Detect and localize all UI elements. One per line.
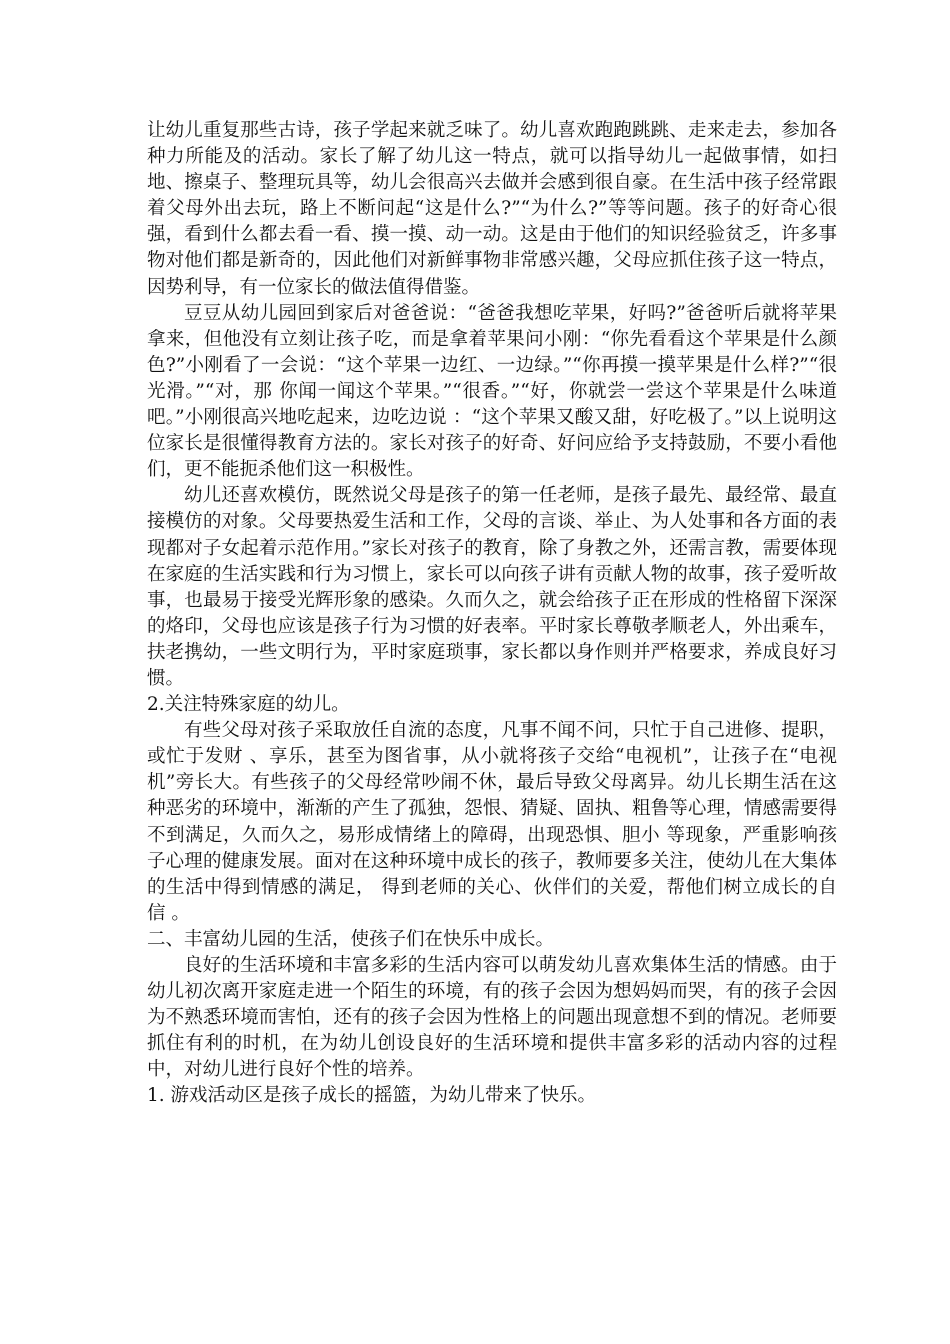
- paragraph-4: 有些父母对孩子采取放任自流的态度，凡事不闻不问，只忙于自己进修、提职，或忙于发财 、享乐，甚至为图省事，从小就将孩子交给“电视机”，让孩子在“电视机”旁长大。有些孩子的父母经常吵闹不休，最后导致父母离异。幼儿长期生活在这种恶劣的环境中，渐渐的产生了孤独，怨恨、猜疑、固执、粗鲁等心理，情感需要得不到满足，久而久之，易形成情绪上的障碍，出现恐惧、胆小 等现象，严重影响孩子心理的健康发展。面对在这种环境中成长的孩子，教师要多关注，使幼儿在大集体的生活中得到情感的满足， 得到老师的关心、伙伴们的关爱，帮他们树立成长的自信 。: [147, 720, 837, 924]
- paragraph-5: 良好的生活环境和丰富多彩的生活内容可以萌发幼儿喜欢集体生活的情感。由于幼儿初次离开家庭走进一个陌生的环境，有的孩子会因为想妈妈而哭，有的孩子会因为不熟悉环境而害怕，还有的孩子会因为性格上的问题出现意想不到的情况。老师要抓住有利的时机，在为幼儿创设良好的生活环境和提供丰富多彩的活动内容的过程中，对幼儿进行良好个性的培养。: [147, 955, 837, 1081]
- section-heading-special-families: 2.关注特殊家庭的幼儿。: [147, 694, 350, 716]
- document-body: [147, 118, 837, 1110]
- paragraph-1: 让幼儿重复那些古诗，孩子学起来就乏味了。幼儿喜欢跑跑跳跳、走来走去，参加各种力所能及的活动。家长了解了幼儿这一特点，就可以指导幼儿一起做事情，如扫地、擦桌子、整理玩具等，幼儿会很高兴去做并会感到很自豪。在生活中孩子经常跟着父母外出去玩，路上不断问起“这是什么?”“为什么?”等等问题。孩子的好奇心很强，看到什么都去看一看、摸一摸、动一动。这是由于他们的知识经验贫乏，许多事物对他们都是新奇的，因此他们对新鲜事物非常感兴趣，父母应抓住孩子这一特点，因势利导，有一位家长的做法值得借鉴。: [147, 120, 837, 298]
- paragraph-3: 幼儿还喜欢模仿，既然说父母是孩子的第一任老师，是孩子最先、最经常、最直接模仿的对象。父母要热爱生活和工作，父母的言谈、举止、为人处事和各方面的表现都对子女起着示范作用。”家长对孩子的教育，除了身教之外，还需言教，需要体现在家庭的生活实践和行为习惯上，家长可以向孩子讲有贡献人物的故事，孩子爱听故事，也最易于接受光辉形象的感染。久而久之，就会给孩子正在形成的性格留下深深的烙印，父母也应该是孩子行为习惯的好表率。平时家长尊敬孝顺老人，外出乘车，扶老携幼，一些文明行为，平时家庭琐事，家长都以身作则并严格要求，养成良好习惯。: [147, 485, 837, 689]
- section-heading-enrich-life: 二、丰富幼儿园的生活，使孩子们在快乐中成长。: [147, 928, 555, 950]
- section-heading-game-area: 1. 游戏活动区是孩子成长的摇篮，为幼儿带来了快乐。: [147, 1085, 597, 1107]
- paragraph-2: 豆豆从幼儿园回到家后对爸爸说：“爸爸我想吃苹果，好吗?”爸爸听后就将苹果拿来，但他没有立刻让孩子吃，而是拿着苹果问小刚：“你先看看这个苹果是什么颜色?”小刚看了一会说：“这个苹果一边红、一边绿。”“你再摸一摸苹果是什么样?”“很光滑。”“对，那 你闻一闻这个苹果。”“很香。”“好，你就尝一尝这个苹果是什么味道吧。”小刚很高兴地吃起来，边吃边说 ：“这个苹果又酸又甜，好吃极了。”以上说明这位家长是很懂得教育方法的。家长对孩子的好奇、好问应给予支持鼓励，不要小看他们，更不能扼杀他们这一积极性。: [147, 302, 837, 481]
